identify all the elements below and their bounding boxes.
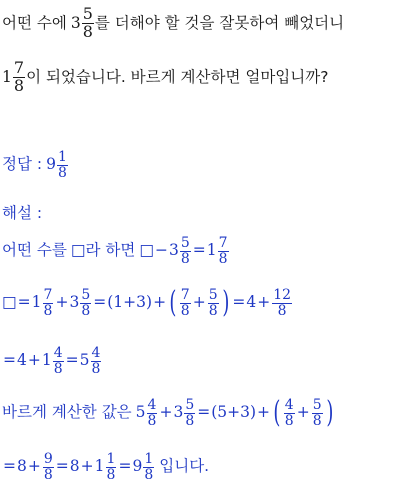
fraction: $\frac{1}{8}$: [106, 451, 116, 483]
problem-text-2: 를 더해야 할 것을 잘못하여 빼었더니: [94, 13, 345, 32]
fraction: $\frac{4}{8}$: [284, 397, 294, 429]
fraction: $\frac{7}{8}$: [13, 58, 25, 95]
fraction: $\frac{4}{8}$: [91, 345, 101, 377]
fraction: $\frac{7}{8}$: [218, 235, 228, 267]
fraction: $\frac{4}{8}$: [53, 345, 63, 377]
explanation-heading: 해설 :: [2, 204, 43, 222]
fraction: $\frac{9}{8}$: [43, 451, 53, 483]
fraction: $\frac{7}{8}$: [43, 287, 53, 319]
unknown-box: □: [139, 241, 154, 260]
explanation-line-3: = 4 + 1 $\frac{4}{8}$ = 5 $\frac{4}{8}$: [3, 345, 101, 377]
problem-text-3: 이 되었습니다. 바르게 계산하면 얼마입니까?: [26, 67, 329, 86]
fraction: $\frac{5}{8}$: [208, 287, 218, 319]
fraction: $\frac{7}{8}$: [180, 287, 190, 319]
fraction: $\frac{12}{8}$: [273, 287, 292, 319]
answer-line: [2, 150, 69, 180]
fraction: $\frac{5}{8}$: [180, 235, 190, 267]
mixed-whole: 3: [70, 13, 81, 32]
fraction: $\frac{5}{8}$: [81, 287, 91, 319]
fraction: $\frac{5}{8}$: [312, 397, 322, 429]
fraction: $\frac{1}{8}$: [144, 451, 154, 483]
fraction: $\frac{5}{8}$: [82, 4, 93, 41]
problem-text-1: 어떤 수에: [2, 13, 67, 32]
unknown-box: □: [2, 293, 17, 312]
mixed-whole: 1: [2, 67, 12, 86]
problem-line-2: [2, 60, 328, 95]
answer-label: 정답 :: [2, 155, 43, 174]
explanation-line-4: 바르게 계산한 값은 5 $\frac{4}{8}$ + 3 $\frac{5}{8}$ = (5+3) + ( $\frac{4}{8}$ + $\frac{5}{8}$ ): [2, 395, 333, 431]
explanation-line-1: 어떤 수를 □ 라 하면 □ − 3 $\frac{5}{8}$ = 1 $\frac{7}{8}$: [2, 235, 228, 267]
answer-whole: 9: [46, 155, 56, 174]
explanation-line-2: □ = 1 $\frac{7}{8}$ + 3 $\frac{5}{8}$ = (1+3) + ( $\frac{7}{8}$ + $\frac{5}{8}$ ) = 4 + $\frac{12}{8}$: [2, 285, 292, 321]
explanation-line-5: = 8 + $\frac{9}{8}$ = 8 + 1 $\frac{1}{8}$ = 9 $\frac{1}{8}$ 입니다.: [3, 451, 210, 483]
fraction: $\frac{4}{8}$: [147, 397, 157, 429]
fraction: $\frac{5}{8}$: [185, 397, 195, 429]
problem-line-1: [2, 6, 344, 41]
unknown-box: □: [70, 241, 86, 260]
answer-fraction: $\frac{1}{8}$: [57, 149, 67, 181]
